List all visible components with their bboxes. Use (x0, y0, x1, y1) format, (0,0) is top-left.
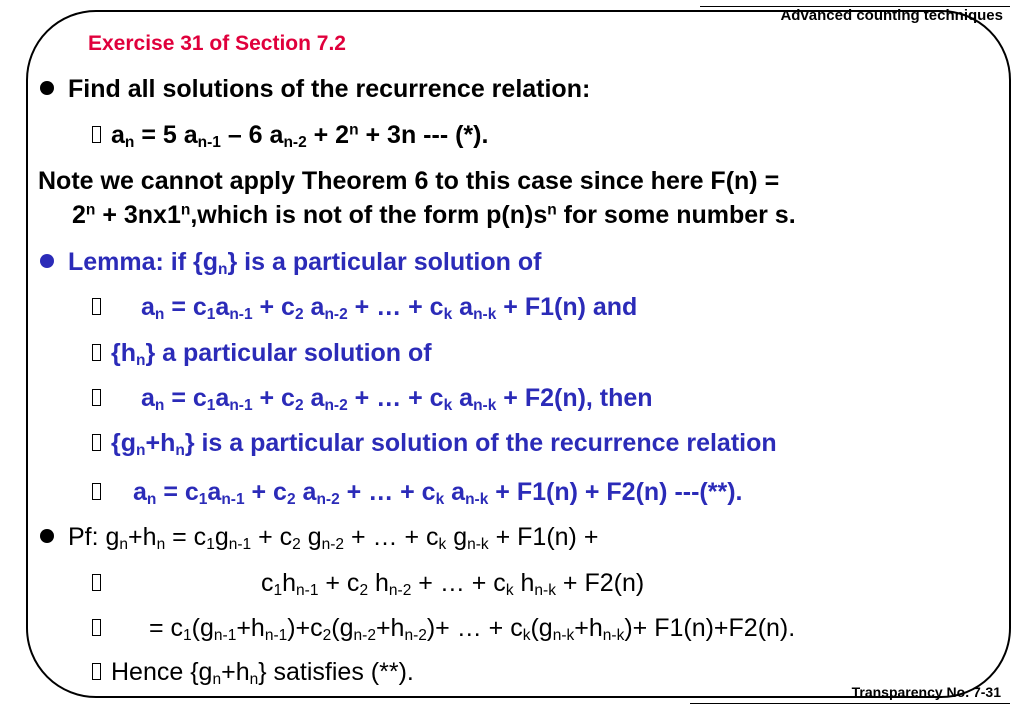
bullet-icon (40, 81, 54, 95)
lemma-eq3-line (92, 477, 742, 507)
missing-glyph-icon (92, 389, 101, 406)
lemma-eq1-line (92, 292, 637, 322)
pf-line-2 (92, 568, 644, 598)
pf-text-3: = $c_1(g_{n-1}+h_{n-1})+c_2(g_{n-2}+h_{n-2})+$ … + $c_k(g_{n-k}+h_{n-k})+ F1(n)+F2(n)$. (149, 614, 796, 644)
header-title: Advanced counting techniques (780, 7, 1003, 24)
lemma-sum: $\{g_n+h_n\}$ is a particular solution of the recurrence relation (111, 429, 777, 459)
lemma-intro-text: Lemma: if $\{g_n\}$ is a particular solution of (68, 248, 542, 278)
recurrence-equation: $a_n = 5$ $a_{n-1} - 6$ $a_{n-2} + 2^n + 3n$ --- (*). (111, 121, 489, 151)
lemma-eq1: $a_n = c_1a_{n-1} + c_2$ $a_{n-2}$ + … + $c_k$ $a_{n-k} + F1(n)$ and (141, 293, 638, 323)
bullet-icon (40, 529, 54, 543)
missing-glyph-icon (92, 298, 101, 315)
lemma-hn-line (92, 338, 432, 368)
bullet-find (40, 74, 590, 104)
missing-glyph-icon (92, 126, 101, 143)
missing-glyph-icon (92, 663, 101, 680)
pf-text-1: Pf: $g_n+h_n = c_1g_{n-1} + c_2$ $g_{n-2}$ + … + $c_k$ $g_{n-k} + F1(n)$ + (68, 523, 599, 553)
note-line-1 (38, 166, 779, 196)
bullet-find-text: Find all solutions of the recurrence relation: (68, 75, 591, 103)
note-text-1: Note we cannot apply Theorem 6 to this case since here F(n) = (38, 167, 780, 195)
missing-glyph-icon (92, 434, 101, 451)
pf-text-2: $c_1h_{n-1} + c_2$ $h_{n-2}$ + … + $c_k$ $h_{n-k} + F2(n)$ (261, 569, 645, 599)
footer-transparency: Transparency No. 7-31 (851, 684, 1001, 700)
lemma-sum-line (92, 428, 777, 458)
note-line-2 (72, 200, 796, 230)
recurrence-line (92, 120, 488, 150)
pf-line-1 (40, 522, 598, 552)
exercise-title: Exercise 31 of Section 7.2 (88, 32, 346, 55)
bullet-icon (40, 254, 54, 268)
pf-conclusion: Hence $\{g_n+h_n\}$ satisfies (**). (111, 658, 414, 688)
note-text-2: $2^n$ + $3nx1^n,which$ is not of the form $p(n)s^n$ for some number s. (72, 201, 796, 229)
lemma-hn: $\{h_n\}$ a particular solution of (111, 339, 432, 369)
missing-glyph-icon (92, 344, 101, 361)
missing-glyph-icon (92, 574, 101, 591)
lemma-eq2: $a_n = c_1a_{n-1} + c_2$ $a_{n-2}$ + … + $c_k$ $a_{n-k} + F2(n)$, then (141, 384, 653, 414)
lemma-eq2-line (92, 383, 653, 413)
pf-conclusion-line (92, 657, 414, 687)
lemma-intro (40, 247, 541, 277)
footer-rule (690, 703, 1010, 704)
missing-glyph-icon (92, 483, 101, 500)
missing-glyph-icon (92, 619, 101, 636)
pf-line-3 (92, 613, 795, 643)
lemma-eq3: $a_n = c_1a_{n-1} + c_2$ $a_{n-2}$ + … + $c_k$ $a_{n-k} + F1(n) + F2(n)$ ---(**). (133, 478, 743, 508)
